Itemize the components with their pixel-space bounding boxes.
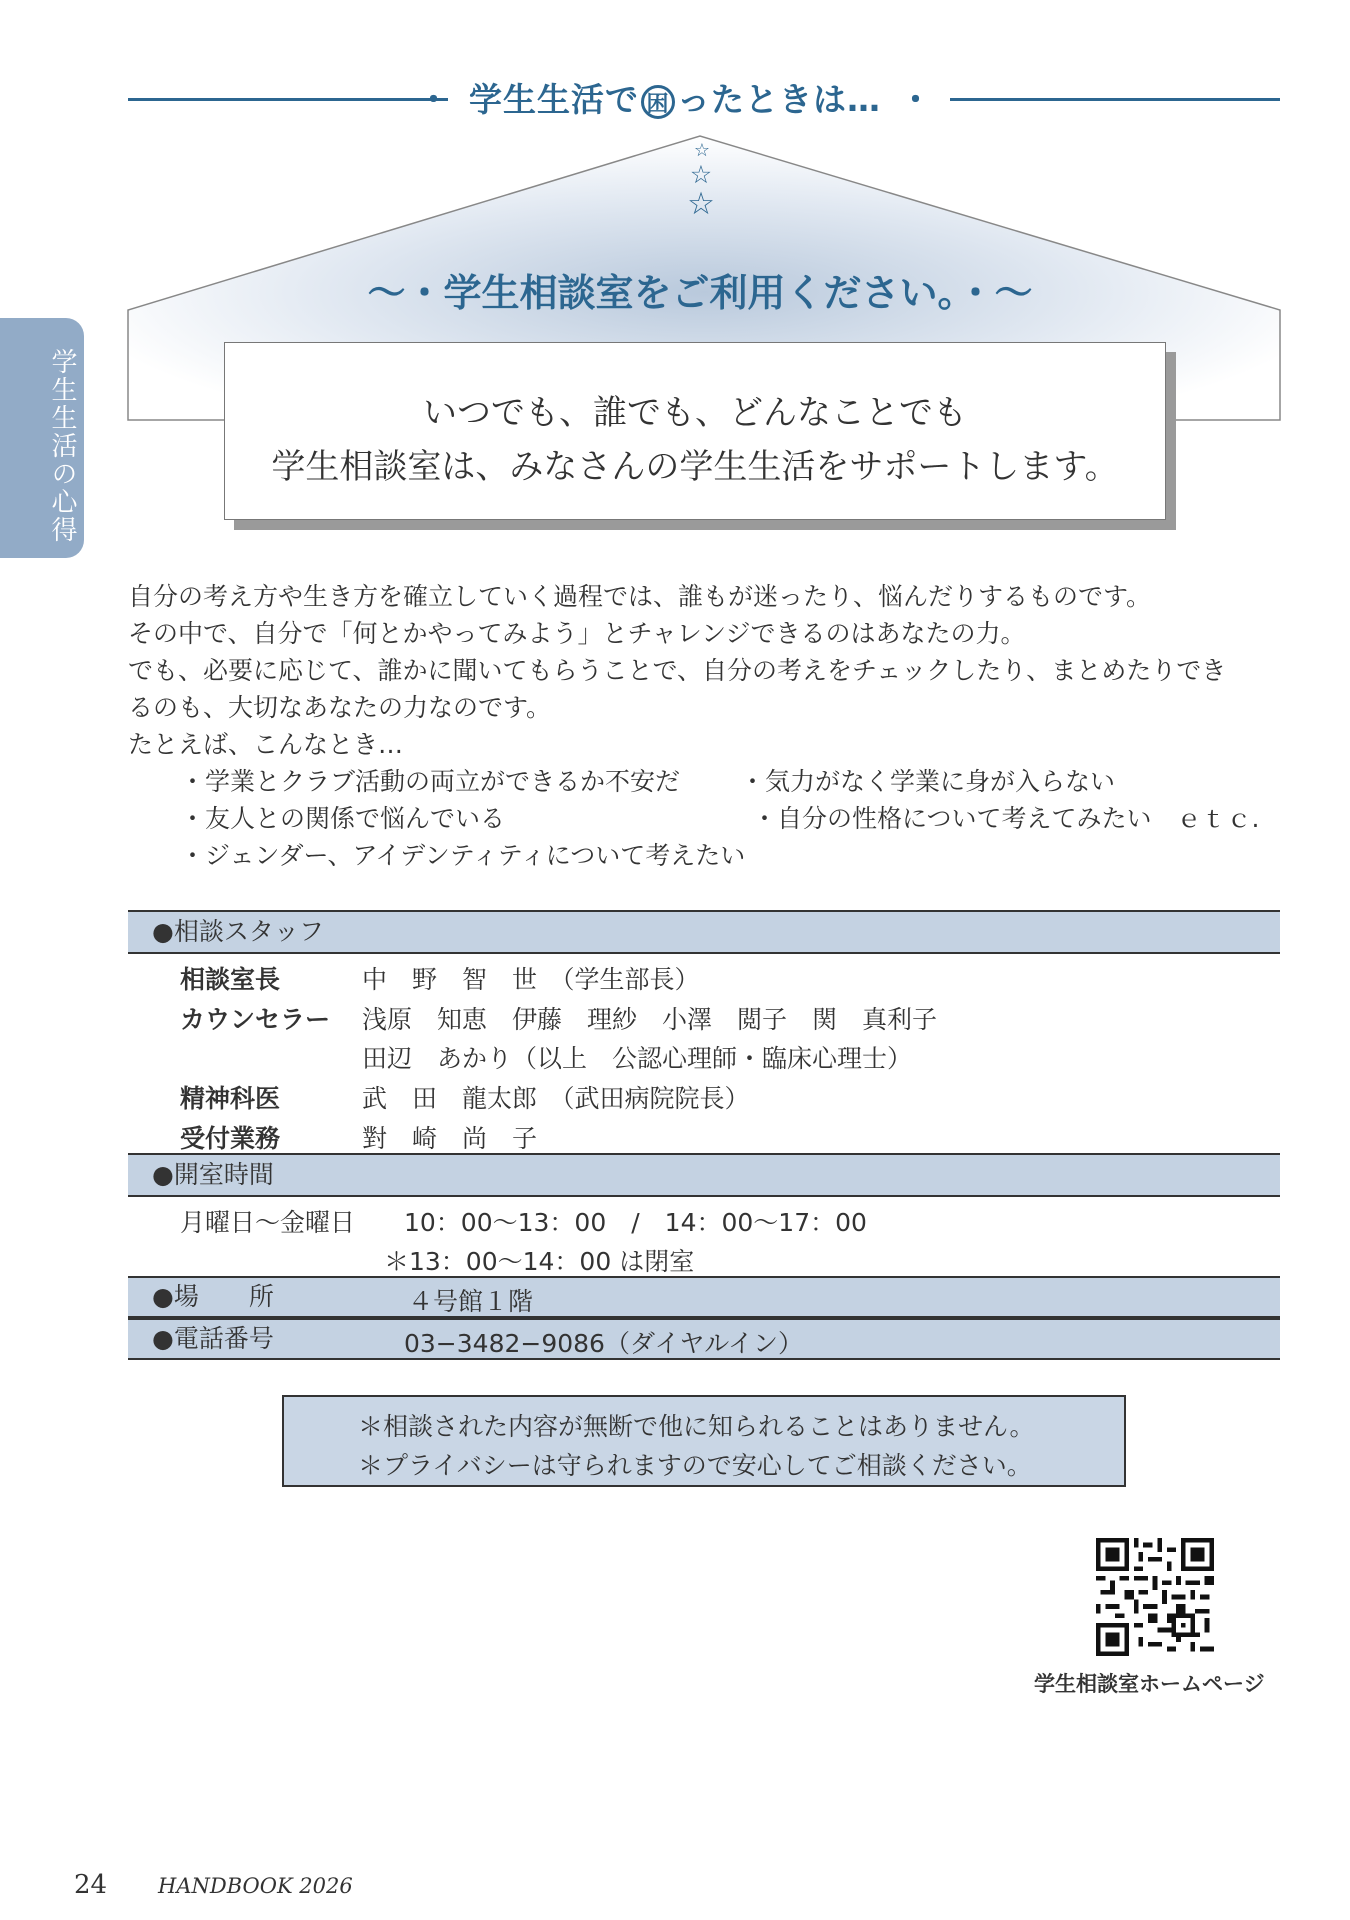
hours-heading-label: ●開室時間 xyxy=(152,1160,274,1189)
location-heading: ●場 所 xyxy=(152,1282,274,1311)
staff-heading xyxy=(128,910,1280,954)
qr-caption: 学生相談室ホームページ xyxy=(1034,1672,1265,1696)
example-item: ・気力がなく学業に身が入らない xyxy=(740,767,1116,796)
intro-line-4: るのも、大切なあなたの力なのです。 xyxy=(128,693,552,722)
staff-value: 中 野 智 世 （学生部長） xyxy=(362,965,700,994)
hours-days: 月曜日〜金曜日 xyxy=(180,1208,356,1237)
title-bullet-left: ・ xyxy=(417,80,451,119)
title-text-pre: 学生生活で xyxy=(469,80,639,119)
location-row xyxy=(128,1276,1280,1318)
intro-line-1: 自分の考え方や生き方を確立していく過程では、誰もが迷ったり、悩んだりするものです。 xyxy=(128,582,1152,611)
staff-label: 相談室長 xyxy=(180,965,281,994)
intro-line-5: たとえば、こんなとき… xyxy=(128,730,404,759)
phone-heading: ●電話番号 xyxy=(152,1324,274,1353)
staff-value: 武 田 龍太郎 （武田病院院長） xyxy=(362,1084,750,1113)
star-icon-large: ☆ xyxy=(687,186,715,222)
location-value: ４号館１階 xyxy=(408,1287,534,1316)
hours-note: ＊13：00〜14：00 は閉室 xyxy=(384,1247,695,1276)
staff-value: 浅原 知恵 伊藤 理紗 小澤 閲子 関 真利子 xyxy=(362,1005,938,1034)
staff-value: 對 崎 尚 子 xyxy=(362,1124,538,1153)
handbook-label: HANDBOOK 2026 xyxy=(158,1874,353,1898)
page-number: 24 xyxy=(74,1870,108,1900)
example-item: ・自分の性格について考えてみたい ｅｔｃ. xyxy=(752,804,1260,833)
hours-heading xyxy=(128,1153,1280,1197)
intro-line-3: でも、必要に応じて、誰かに聞いてもらうことで、自分の考えをチェックしたり、まとめたりでき xyxy=(128,656,1227,685)
title-circled-char: 困 xyxy=(641,85,675,119)
phone-value: 03−3482−9086（ダイヤルイン） xyxy=(404,1329,803,1358)
title-bullet-right: ・ xyxy=(899,80,933,119)
staff-heading-label: ●相談スタッフ xyxy=(152,917,324,946)
star-icon-small: ☆ xyxy=(693,140,711,161)
star-icon-medium: ☆ xyxy=(689,160,713,189)
hours-times: 10：00〜13：00 / 14：00〜17：00 xyxy=(404,1208,867,1237)
staff-label: カウンセラー xyxy=(180,1005,331,1034)
privacy-notice xyxy=(282,1395,1126,1487)
example-item: ・友人との関係で悩んでいる xyxy=(180,804,506,833)
notice-line-1: ＊相談された内容が無断で他に知られることはありません。 xyxy=(358,1412,1035,1441)
staff-label: 受付業務 xyxy=(180,1124,281,1153)
message-line-1: いつでも、誰でも、どんなことでも xyxy=(423,393,967,433)
intro-line-2: その中で、自分で「何とかやってみよう」とチャレンジできるのはあなたの力。 xyxy=(128,619,1026,648)
message-line-2: 学生相談室は、みなさんの学生生活をサポートします。 xyxy=(271,447,1119,487)
notice-line-2: ＊プライバシーは守られますので安心してご相談ください。 xyxy=(358,1451,1032,1480)
title-text-post: ったときは… xyxy=(677,80,881,119)
side-tab-label: 学生生活の心得 xyxy=(47,348,77,544)
example-item: ・学業とクラブ活動の両立ができるか不安だ xyxy=(180,767,681,796)
subtitle: 〜・学生相談室をご利用ください。・〜 xyxy=(367,271,1033,315)
staff-label: 精神科医 xyxy=(180,1084,281,1113)
example-item: ・ジェンダー、アイデンティティについて考えたい xyxy=(180,841,746,870)
qr-code[interactable] xyxy=(1096,1538,1214,1656)
message-box xyxy=(224,342,1166,520)
staff-value: 田辺 あかり（以上 公認心理師・臨床心理士） xyxy=(362,1044,913,1073)
